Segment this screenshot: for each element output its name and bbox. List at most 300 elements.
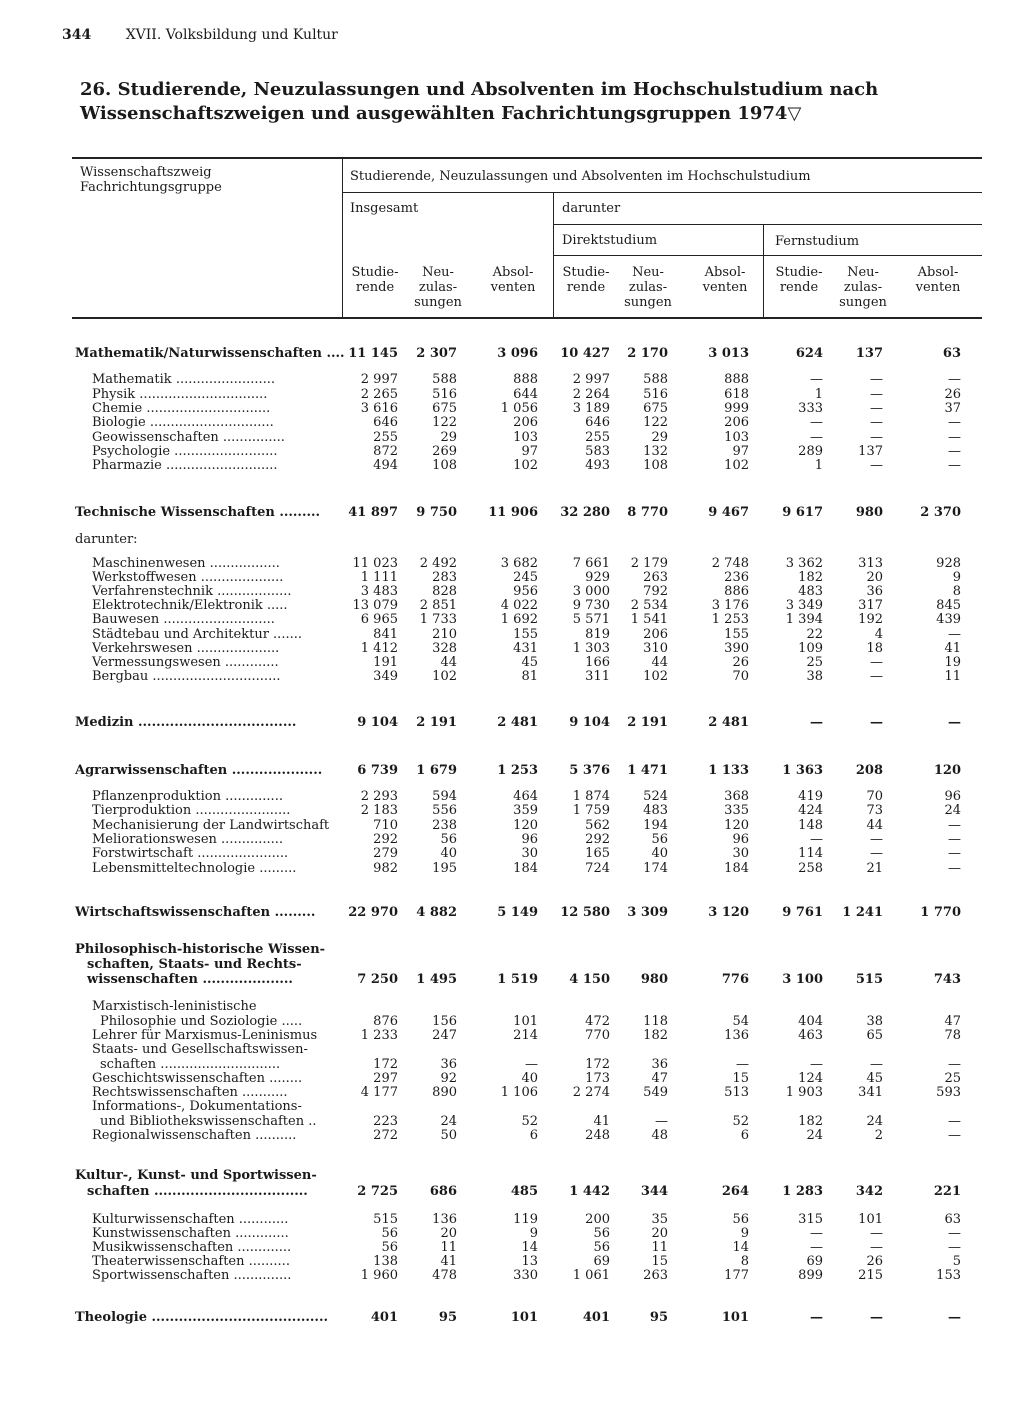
cell-col-6: 184 <box>724 861 749 876</box>
cell-col-1: 56 <box>381 1240 398 1255</box>
cell-col-1: 223 <box>373 1114 398 1129</box>
cell-col-5: 206 <box>643 627 668 642</box>
cell-col-4: 5 571 <box>572 612 610 627</box>
cell-col-8: — <box>870 415 883 430</box>
table-row <box>0 999 1024 1014</box>
cell-col-4: 3 000 <box>572 584 610 599</box>
cell-col-2: 516 <box>432 387 457 402</box>
cell-col-7: 69 <box>806 1254 823 1269</box>
cell-col-1: 4 177 <box>360 1085 398 1100</box>
cell-col-5: 549 <box>643 1085 668 1100</box>
cell-col-2: 40 <box>440 846 457 861</box>
table-row <box>0 655 1024 670</box>
cell-col-2: 24 <box>440 1114 457 1129</box>
table-row <box>0 1212 1024 1227</box>
cell-col-5: — <box>655 1114 668 1129</box>
cell-col-6: 14 <box>732 1240 749 1255</box>
cell-col-4: 5 376 <box>569 763 610 778</box>
row-label: Geowissenschaften ............... <box>92 430 285 445</box>
table-row <box>0 612 1024 627</box>
cell-col-6: 101 <box>721 1310 749 1325</box>
cell-col-8: 45 <box>866 1071 883 1086</box>
direktstudium-head: Direktstudium <box>562 233 658 248</box>
cell-col-6: 264 <box>721 1184 749 1199</box>
cell-col-2: 238 <box>432 818 457 833</box>
cell-col-2: 247 <box>432 1028 457 1043</box>
vrule-stub <box>342 159 343 317</box>
cell-col-2: 556 <box>432 803 457 818</box>
table-row <box>0 905 1024 920</box>
row-label: Kulturwissenschaften ............ <box>92 1212 289 1227</box>
cell-col-3: 245 <box>513 570 538 585</box>
cell-col-7: 289 <box>798 444 823 459</box>
cell-col-8: 342 <box>855 1184 883 1199</box>
row-label: Kunstwissenschaften ............. <box>92 1226 289 1241</box>
cell-col-1: 2 265 <box>360 387 398 402</box>
table-row <box>0 556 1024 571</box>
cell-col-5: 2 170 <box>627 346 668 361</box>
table-row <box>0 1240 1024 1255</box>
row-label: Agrarwissenschaften .................... <box>75 763 323 778</box>
cell-col-1: 13 079 <box>352 598 398 613</box>
cell-col-2: 269 <box>432 444 457 459</box>
cell-col-7: 624 <box>795 346 823 361</box>
cell-col-7: — <box>810 1310 823 1325</box>
cell-col-6: 335 <box>724 803 749 818</box>
cell-col-6: 368 <box>724 789 749 804</box>
cell-col-3: 330 <box>513 1268 538 1283</box>
row-label: Theaterwissenschaften .......... <box>92 1254 290 1269</box>
cell-col-6: 513 <box>724 1085 749 1100</box>
cell-col-1: 11 023 <box>352 556 398 571</box>
cell-col-6: 54 <box>732 1014 749 1029</box>
cell-col-8: 24 <box>866 1114 883 1129</box>
table-row <box>0 1184 1024 1199</box>
cell-col-3: 359 <box>513 803 538 818</box>
cell-col-6: 888 <box>724 372 749 387</box>
row-label: Mechanisierung der Landwirtschaft <box>92 818 330 833</box>
cell-col-5: 108 <box>643 458 668 473</box>
cell-col-9: 41 <box>944 641 961 656</box>
cell-col-4: 292 <box>585 832 610 847</box>
cell-col-7: 1 283 <box>782 1184 823 1199</box>
table-row <box>0 1057 1024 1072</box>
cell-col-1: 172 <box>373 1057 398 1072</box>
cell-col-7: 1 903 <box>785 1085 823 1100</box>
table-row <box>0 972 1024 987</box>
table-row <box>0 505 1024 520</box>
cell-col-1: 3 483 <box>360 584 398 599</box>
cell-col-7: 9 761 <box>782 905 823 920</box>
cell-col-8: 70 <box>866 789 883 804</box>
table-row <box>0 789 1024 804</box>
cell-col-5: 2 534 <box>630 598 668 613</box>
cell-col-1: 349 <box>373 669 398 684</box>
row-label: und Bibliothekswissenschaften .. <box>100 1114 317 1129</box>
cell-col-4: 165 <box>585 846 610 861</box>
row-label: Philosophie und Soziologie ..... <box>100 1014 303 1029</box>
cell-col-7: 315 <box>798 1212 823 1227</box>
cell-col-9: 5 <box>952 1254 961 1269</box>
cell-col-7: 258 <box>798 861 823 876</box>
cell-col-1: 292 <box>373 832 398 847</box>
cell-col-8: — <box>870 372 883 387</box>
cell-col-7: — <box>810 1226 823 1241</box>
cell-col-8: — <box>870 832 883 847</box>
cell-col-2: 478 <box>432 1268 457 1283</box>
cell-col-7: 3 349 <box>785 598 823 613</box>
cell-col-6: 52 <box>732 1114 749 1129</box>
sub-head-9: Absol- venten <box>915 265 961 295</box>
table-row <box>0 387 1024 402</box>
cell-col-6: 70 <box>732 669 749 684</box>
cell-col-1: 401 <box>370 1310 398 1325</box>
cell-col-7: 899 <box>798 1268 823 1283</box>
cell-col-5: 194 <box>643 818 668 833</box>
cell-col-5: 132 <box>643 444 668 459</box>
cell-col-4: 583 <box>585 444 610 459</box>
cell-col-6: 6 <box>740 1128 749 1143</box>
row-label: Staats- und Gesellschaftswissen- <box>92 1042 308 1057</box>
cell-col-7: 3 100 <box>782 972 823 987</box>
cell-col-6: 2 748 <box>711 556 749 571</box>
cell-col-3: 155 <box>513 627 538 642</box>
table-row <box>0 458 1024 473</box>
stub-head: Wissenschaftszweig Fachrichtungsgruppe <box>80 165 222 195</box>
row-label: Chemie .............................. <box>92 401 271 416</box>
cell-col-7: 182 <box>798 1114 823 1129</box>
row-label: Pflanzenproduktion .............. <box>92 789 283 804</box>
table-row <box>0 1028 1024 1043</box>
cell-col-6: 155 <box>724 627 749 642</box>
row-label: Informations-, Dokumentations- <box>92 1099 302 1114</box>
page-number: 344 <box>62 27 92 43</box>
rule-main-head <box>342 192 982 193</box>
rule-direkt-fern <box>553 255 982 256</box>
cell-col-7: 148 <box>798 818 823 833</box>
cell-col-3: 52 <box>521 1114 538 1129</box>
cell-col-7: — <box>810 1240 823 1255</box>
cell-col-5: 56 <box>651 832 668 847</box>
cell-col-2: 92 <box>440 1071 457 1086</box>
cell-col-9: 153 <box>936 1268 961 1283</box>
main-head: Studierende, Neuzulassungen und Absolventen im Hochschulstudium <box>350 169 811 184</box>
cell-col-7: 1 <box>814 458 823 473</box>
cell-col-6: 999 <box>724 401 749 416</box>
table-row <box>0 818 1024 833</box>
row-label: Maschinenwesen ................. <box>92 556 280 571</box>
cell-col-1: 646 <box>373 415 398 430</box>
cell-col-7: — <box>810 832 823 847</box>
darunter-head: darunter <box>562 201 621 216</box>
row-label: Mathematik ........................ <box>92 372 275 387</box>
cell-col-6: 618 <box>724 387 749 402</box>
cell-col-9: 2 370 <box>920 505 961 520</box>
cell-col-6: 102 <box>724 458 749 473</box>
cell-col-6: 103 <box>724 430 749 445</box>
cell-col-9: — <box>948 818 961 833</box>
cell-col-2: 2 851 <box>419 598 457 613</box>
cell-col-3: 1 519 <box>497 972 538 987</box>
cell-col-9: 743 <box>933 972 961 987</box>
table-row <box>0 570 1024 585</box>
cell-col-7: 114 <box>798 846 823 861</box>
row-label: Biologie .............................. <box>92 415 274 430</box>
cell-col-3: 120 <box>513 818 538 833</box>
table-row <box>0 1014 1024 1029</box>
cell-col-4: 56 <box>593 1240 610 1255</box>
cell-col-5: 36 <box>651 1057 668 1072</box>
cell-col-2: 588 <box>432 372 457 387</box>
cell-col-4: 2 274 <box>572 1085 610 1100</box>
cell-col-3: 644 <box>513 387 538 402</box>
table-row <box>0 532 1024 547</box>
cell-col-1: 2 725 <box>357 1184 398 1199</box>
cell-col-6: 776 <box>721 972 749 987</box>
cell-col-2: 2 492 <box>419 556 457 571</box>
cell-col-4: 770 <box>585 1028 610 1043</box>
cell-col-2: 29 <box>440 430 457 445</box>
cell-col-4: 724 <box>585 861 610 876</box>
cell-col-2: 2 307 <box>416 346 457 361</box>
table-row <box>0 346 1024 361</box>
cell-col-2: 686 <box>429 1184 457 1199</box>
cell-col-5: 182 <box>643 1028 668 1043</box>
sub-head-5: Neu- zulas- sungen <box>624 265 672 310</box>
cell-col-4: 3 189 <box>572 401 610 416</box>
cell-col-8: 1 241 <box>842 905 883 920</box>
cell-col-5: 2 179 <box>630 556 668 571</box>
cell-col-5: 48 <box>651 1128 668 1143</box>
cell-col-8: — <box>870 669 883 684</box>
table-row <box>0 444 1024 459</box>
vrule-insgesamt <box>553 193 554 317</box>
cell-col-2: 56 <box>440 832 457 847</box>
cell-col-3: 4 022 <box>500 598 538 613</box>
row-label: Regionalwissenschaften .......... <box>92 1128 297 1143</box>
cell-col-8: 44 <box>866 818 883 833</box>
cell-col-1: 2 293 <box>360 789 398 804</box>
cell-col-8: 21 <box>866 861 883 876</box>
cell-col-9: — <box>948 1226 961 1241</box>
row-label: Sportwissenschaften .............. <box>92 1268 292 1283</box>
cell-col-1: 11 145 <box>348 346 398 361</box>
cell-col-5: 122 <box>643 415 668 430</box>
cell-col-7: 1 363 <box>782 763 823 778</box>
cell-col-9: 928 <box>936 556 961 571</box>
cell-col-8: — <box>870 655 883 670</box>
cell-col-9: — <box>948 415 961 430</box>
cell-col-9: — <box>948 627 961 642</box>
cell-col-3: 2 481 <box>497 715 538 730</box>
head-bottom-rule <box>72 317 982 319</box>
cell-col-8: — <box>870 458 883 473</box>
sub-head-6: Absol- venten <box>702 265 748 295</box>
cell-col-4: 9 730 <box>572 598 610 613</box>
cell-col-5: 263 <box>643 570 668 585</box>
cell-col-2: 195 <box>432 861 457 876</box>
row-label: Physik ............................... <box>92 387 268 402</box>
cell-col-3: 14 <box>521 1240 538 1255</box>
cell-col-4: 929 <box>585 570 610 585</box>
cell-col-7: — <box>810 372 823 387</box>
cell-col-6: 2 481 <box>708 715 749 730</box>
cell-col-9: — <box>948 861 961 876</box>
sub-head-1: Studie- rende <box>351 265 399 295</box>
cell-col-4: 255 <box>585 430 610 445</box>
cell-col-5: 483 <box>643 803 668 818</box>
cell-col-2: 122 <box>432 415 457 430</box>
cell-col-1: 6 739 <box>357 763 398 778</box>
table-row <box>0 832 1024 847</box>
section-title: XVII. Volksbildung und Kultur <box>125 27 338 43</box>
row-label: Lehrer für Marxismus-Leninismus <box>92 1028 318 1043</box>
cell-col-5: 2 191 <box>627 715 668 730</box>
top-rule <box>72 157 982 159</box>
cell-col-8: 137 <box>855 346 883 361</box>
cell-col-5: 792 <box>643 584 668 599</box>
cell-col-7: 38 <box>806 669 823 684</box>
cell-col-9: 845 <box>936 598 961 613</box>
cell-col-6: 15 <box>732 1071 749 1086</box>
row-label: Verfahrenstechnik .................. <box>92 584 292 599</box>
row-label: Marxistisch-leninistische <box>92 999 257 1014</box>
cell-col-9: — <box>948 430 961 445</box>
table-row <box>0 598 1024 613</box>
cell-col-5: 15 <box>651 1254 668 1269</box>
table-row <box>0 1085 1024 1100</box>
cell-col-9: — <box>948 832 961 847</box>
cell-col-5: 1 471 <box>627 763 668 778</box>
sub-head-3: Absol- venten <box>490 265 536 295</box>
cell-col-3: 103 <box>513 430 538 445</box>
cell-col-8: — <box>870 715 883 730</box>
table-row <box>0 627 1024 642</box>
cell-col-4: 173 <box>585 1071 610 1086</box>
cell-col-4: 1 759 <box>572 803 610 818</box>
cell-col-4: 1 874 <box>572 789 610 804</box>
cell-col-6: 56 <box>732 1212 749 1227</box>
cell-col-2: 41 <box>440 1254 457 1269</box>
cell-col-3: 101 <box>513 1014 538 1029</box>
cell-col-2: 328 <box>432 641 457 656</box>
table-row <box>0 1310 1024 1325</box>
cell-col-1: 6 965 <box>360 612 398 627</box>
cell-col-3: 81 <box>521 669 538 684</box>
cell-col-8: — <box>870 430 883 445</box>
cell-col-9: 593 <box>936 1085 961 1100</box>
table-row <box>0 415 1024 430</box>
cell-col-4: 311 <box>585 669 610 684</box>
cell-col-8: 341 <box>858 1085 883 1100</box>
cell-col-1: 41 897 <box>348 505 398 520</box>
cell-col-1: 279 <box>373 846 398 861</box>
cell-col-3: 888 <box>513 372 538 387</box>
cell-col-7: 182 <box>798 570 823 585</box>
cell-col-3: 102 <box>513 458 538 473</box>
cell-col-9: 9 <box>952 570 961 585</box>
cell-col-3: 1 056 <box>500 401 538 416</box>
cell-col-4: 32 280 <box>560 505 610 520</box>
cell-col-6: 136 <box>724 1028 749 1043</box>
cell-col-1: 191 <box>373 655 398 670</box>
cell-col-1: 9 104 <box>357 715 398 730</box>
cell-col-5: 11 <box>651 1240 668 1255</box>
cell-col-1: 1 960 <box>360 1268 398 1283</box>
cell-col-5: 102 <box>643 669 668 684</box>
table-row <box>0 1114 1024 1129</box>
cell-col-5: 344 <box>640 1184 668 1199</box>
cell-col-3: 184 <box>513 861 538 876</box>
cell-col-2: 283 <box>432 570 457 585</box>
row-label: wissenschaften .................... <box>87 972 293 987</box>
cell-col-4: 2 997 <box>572 372 610 387</box>
cell-col-9: — <box>948 846 961 861</box>
cell-col-2: 136 <box>432 1212 457 1227</box>
table-row <box>0 957 1024 972</box>
table-row <box>0 372 1024 387</box>
cell-col-8: 101 <box>858 1212 883 1227</box>
cell-col-3: 1 253 <box>497 763 538 778</box>
cell-col-1: 255 <box>373 430 398 445</box>
cell-col-1: 2 183 <box>360 803 398 818</box>
row-label: schaften, Staats- und Rechts- <box>87 957 302 972</box>
cell-col-8: 515 <box>855 972 883 987</box>
cell-col-4: 172 <box>585 1057 610 1072</box>
cell-col-2: 828 <box>432 584 457 599</box>
row-label: Pharmazie ........................... <box>92 458 278 473</box>
cell-col-6: — <box>736 1057 749 1072</box>
cell-col-9: — <box>948 444 961 459</box>
cell-col-1: 876 <box>373 1014 398 1029</box>
cell-col-5: 8 770 <box>627 505 668 520</box>
cell-col-8: — <box>870 1226 883 1241</box>
cell-col-8: 313 <box>858 556 883 571</box>
cell-col-2: 675 <box>432 401 457 416</box>
table-row <box>0 1071 1024 1086</box>
cell-col-3: 485 <box>510 1184 538 1199</box>
triangle-marker-icon: ▽ <box>787 103 802 124</box>
cell-col-1: 3 616 <box>360 401 398 416</box>
cell-col-1: 138 <box>373 1254 398 1269</box>
rule-darunter <box>553 224 982 225</box>
cell-col-8: 26 <box>866 1254 883 1269</box>
row-label: Städtebau und Architektur ....... <box>92 627 302 642</box>
cell-col-5: 588 <box>643 372 668 387</box>
cell-col-4: 819 <box>585 627 610 642</box>
cell-col-4: 1 061 <box>572 1268 610 1283</box>
cell-col-6: 206 <box>724 415 749 430</box>
cell-col-5: 20 <box>651 1226 668 1241</box>
table-row <box>0 669 1024 684</box>
cell-col-1: 272 <box>373 1128 398 1143</box>
cell-col-3: 30 <box>521 846 538 861</box>
cell-col-3: 6 <box>529 1128 538 1143</box>
cell-col-7: 1 394 <box>785 612 823 627</box>
cell-col-8: — <box>870 1240 883 1255</box>
cell-col-2: 44 <box>440 655 457 670</box>
cell-col-5: 35 <box>651 1212 668 1227</box>
cell-col-9: 8 <box>952 584 961 599</box>
row-label: Elektrotechnik/Elektronik ..... <box>92 598 288 613</box>
cell-col-8: — <box>870 1057 883 1072</box>
cell-col-3: 9 <box>529 1226 538 1241</box>
table-row <box>0 1268 1024 1283</box>
cell-col-3: 431 <box>513 641 538 656</box>
cell-col-9: — <box>948 1240 961 1255</box>
table-row <box>0 1168 1024 1183</box>
cell-col-6: 120 <box>724 818 749 833</box>
